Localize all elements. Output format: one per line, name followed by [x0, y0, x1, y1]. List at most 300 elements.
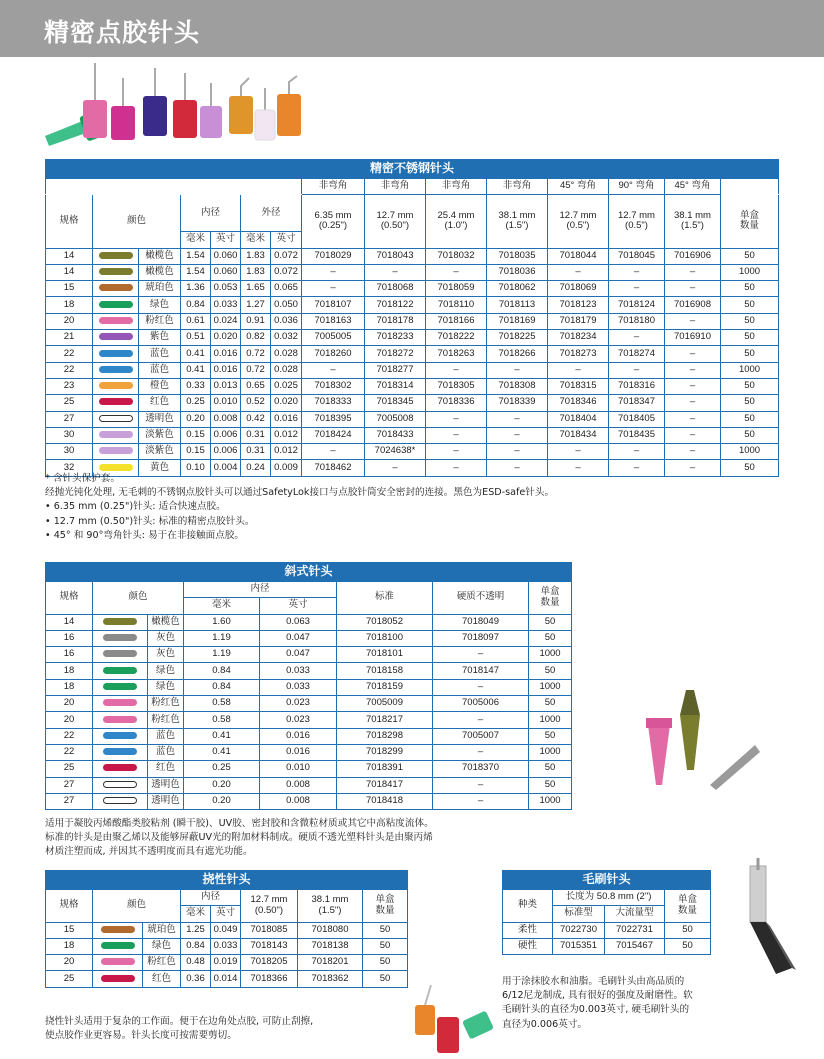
part-number-cell: 7018113	[487, 297, 548, 313]
gauge-cell: 18	[46, 297, 93, 313]
table-row	[46, 346, 779, 362]
table-row	[46, 411, 779, 427]
qty-cell: 50	[529, 614, 572, 630]
part-number-cell: –	[365, 264, 426, 280]
part-number-cell: 7018123	[548, 297, 609, 313]
color-swatch-cell	[93, 395, 139, 411]
id-inch-cell: 0.016	[260, 744, 337, 760]
qty-cell: 50	[721, 297, 779, 313]
od-mm-cell: 1.83	[241, 248, 271, 264]
qty-cell: 50	[529, 728, 572, 744]
part-number-cell: –	[609, 460, 665, 476]
part-number-cell: 7018366	[241, 971, 298, 987]
color-swatch	[101, 958, 135, 965]
pink-tapered-tip-icon	[646, 718, 672, 785]
part-number-cell: 7018097	[433, 630, 529, 646]
part-number-cell: 7018069	[548, 281, 609, 297]
part-number-cell: 7018333	[302, 395, 365, 411]
part-number-cell: 7018029	[302, 248, 365, 264]
color-name-cell: 蓝色	[148, 744, 184, 760]
length-mm: 12.7 mm	[250, 893, 288, 905]
part-number-cell: 7018166	[426, 313, 487, 329]
gauge-cell: 18	[46, 938, 93, 954]
color-name-cell: 绿色	[139, 297, 181, 313]
color-name-cell: 灰色	[148, 647, 184, 663]
part-number-cell: –	[426, 264, 487, 280]
qty-cell: 50	[665, 938, 711, 954]
color-name-cell: 蓝色	[148, 728, 184, 744]
part-number-cell: 7018305	[426, 378, 487, 394]
od-inch-cell: 0.072	[271, 264, 302, 280]
part-number-cell: 7018205	[241, 955, 298, 971]
part-number-cell: 7018273	[548, 346, 609, 362]
color-swatch-cell	[93, 427, 139, 443]
part-number-cell: –	[548, 264, 609, 280]
qty-cell: 50	[721, 313, 779, 329]
length-mm: 12.7 mm	[559, 209, 597, 221]
id-mm-cell: 1.19	[184, 630, 260, 646]
id-mm-cell: 0.84	[184, 663, 260, 679]
note-line: 材质注塑而成, 并因其不透明度而具有遮光功能。	[45, 846, 253, 858]
color-swatch-cell	[93, 264, 139, 280]
part-number-cell: 7018110	[426, 297, 487, 313]
part-number-cell: –	[665, 264, 721, 280]
note-line: 适用于凝胶丙烯酸酯类胶粘剂 (瞬干胶)、UV胶、密封胶和含微粒材质或其它中高粘度流体。	[45, 818, 434, 829]
od-inch-cell: 0.065	[271, 281, 302, 297]
part-number-cell: –	[609, 264, 665, 280]
part-number-cell: 7018179	[548, 313, 609, 329]
tapered-notes	[45, 817, 434, 860]
id-inch-cell: 0.020	[211, 330, 241, 346]
gauge-cell: 14	[46, 248, 93, 264]
table-row	[46, 679, 572, 695]
color-swatch	[103, 634, 137, 641]
id-mm-cell: 0.84	[181, 297, 211, 313]
gauge-cell: 20	[46, 313, 93, 329]
color-name-cell: 绿色	[148, 679, 184, 695]
part-number-cell: –	[433, 793, 529, 809]
part-number-cell: –	[302, 362, 365, 378]
color-name-cell: 绿色	[148, 663, 184, 679]
olive-tapered-tip-icon	[680, 690, 700, 770]
part-number-cell: 7018217	[337, 712, 433, 728]
part-number-cell: –	[609, 362, 665, 378]
id-inch-cell: 0.006	[211, 427, 241, 443]
amber-tip-icon	[229, 78, 253, 134]
color-swatch-cell	[93, 614, 148, 630]
color-name-cell: 粉红色	[148, 712, 184, 728]
od-inch-cell: 0.028	[271, 362, 302, 378]
color-swatch	[99, 317, 133, 324]
part-number-cell: 7018315	[548, 378, 609, 394]
color-header: 颜色	[93, 582, 184, 615]
table-row	[46, 922, 408, 938]
color-swatch-cell	[93, 663, 148, 679]
page-title: 精密点胶针头	[44, 18, 201, 47]
color-swatch-cell	[93, 971, 143, 987]
table-row	[46, 378, 779, 394]
color-name-cell: 蓝色	[139, 346, 181, 362]
red-flexible-tip-icon	[437, 1017, 459, 1053]
part-number-cell: 7018462	[302, 460, 365, 476]
note-line: 使点胶作业更容易。针头长度可按需要剪切。	[45, 1030, 237, 1042]
id-mm-cell: 1.60	[184, 614, 260, 630]
type-header: 种类	[503, 890, 553, 923]
color-swatch-cell	[93, 297, 139, 313]
gauge-cell: 25	[46, 971, 93, 987]
id-inch-cell: 0.016	[211, 346, 241, 362]
part-number-cell: 7018100	[337, 630, 433, 646]
od-mm-cell: 0.72	[241, 346, 271, 362]
od-inch-cell: 0.025	[271, 378, 302, 394]
part-number-cell: 7018085	[241, 922, 298, 938]
part-number-cell: –	[302, 264, 365, 280]
color-swatch-cell	[93, 679, 148, 695]
steel-tips-table	[45, 159, 778, 477]
od-inch-cell: 0.009	[271, 460, 302, 476]
part-number-cell: 7018263	[426, 346, 487, 362]
type-header: 90° 弯角	[609, 179, 665, 195]
id-mm-cell: 0.41	[181, 362, 211, 378]
id-inch-cell: 0.053	[211, 281, 241, 297]
part-number-cell: –	[426, 362, 487, 378]
note-line: • 12.7 mm (0.50")针头: 标准的精密点胶针头。	[45, 515, 255, 527]
id-mm-cell: 0.84	[181, 938, 211, 954]
gauge-cell: 18	[46, 679, 93, 695]
color-name-cell: 黄色	[139, 460, 181, 476]
inch-header: 英寸	[260, 598, 337, 614]
qty-cell: 50	[665, 922, 711, 938]
part-number-cell: 7018124	[609, 297, 665, 313]
steel-caption: 精密不锈钢针头	[46, 160, 779, 179]
length-in: (1.5")	[681, 220, 704, 232]
note-line: 用于涂抹胶水和油脂。毛刷针头由高品质的	[502, 976, 685, 987]
color-swatch-cell	[93, 411, 139, 427]
gauge-cell: 22	[46, 728, 93, 744]
id-mm-cell: 0.20	[184, 793, 260, 809]
gauge-cell: 27	[46, 777, 93, 793]
clear-tip-icon	[255, 88, 275, 140]
part-number-cell: 7018274	[609, 346, 665, 362]
color-swatch-cell	[93, 362, 139, 378]
type-header: 非弯角	[302, 179, 365, 195]
part-number-cell: 7018418	[337, 793, 433, 809]
part-number-cell: –	[365, 460, 426, 476]
id-header: 内径	[181, 195, 241, 232]
qty-cell: 50	[363, 971, 408, 987]
table-row	[46, 313, 779, 329]
part-number-cell: –	[433, 744, 529, 760]
note-line: 经抛光钝化处理, 无毛刺的不锈钢点胶针头可以通过SafetyLok接口与点胶针筒安全密封的连接。黑色为ESD-safe针头。	[45, 487, 555, 499]
od-inch-cell: 0.032	[271, 330, 302, 346]
id-inch-cell: 0.049	[211, 922, 241, 938]
note-line: 挠性针头适用于复杂的工作面。便于在边角处点胶, 可防止刮擦,	[45, 1016, 314, 1027]
id-inch-cell: 0.006	[211, 444, 241, 460]
qty-cell: 1000	[529, 647, 572, 663]
lavender-tip-icon	[200, 83, 222, 138]
qty-cell: 50	[721, 411, 779, 427]
color-header: 颜色	[93, 890, 181, 923]
gauge-header: 规格	[46, 890, 93, 923]
part-number-cell: –	[665, 411, 721, 427]
id-inch-cell: 0.023	[260, 696, 337, 712]
part-number-cell: 7018107	[302, 297, 365, 313]
qty-header-line: 单盒	[678, 893, 698, 905]
table-row	[46, 761, 572, 777]
color-swatch-cell	[93, 728, 148, 744]
part-number-cell: 7022730	[553, 922, 605, 938]
table-row	[46, 971, 408, 987]
qty-cell: 50	[721, 346, 779, 362]
qty-header	[665, 890, 711, 923]
color-name-cell: 淡紫色	[139, 427, 181, 443]
table-row	[46, 630, 572, 646]
table-row	[46, 647, 572, 663]
od-inch-cell: 0.028	[271, 346, 302, 362]
part-number-cell: 7018316	[609, 378, 665, 394]
part-number-cell: –	[665, 378, 721, 394]
qty-cell: 50	[529, 761, 572, 777]
id-inch-cell: 0.008	[211, 411, 241, 427]
qty-header-line: 单盒	[540, 585, 560, 597]
mm-header: 毫米	[181, 232, 211, 248]
color-swatch	[99, 350, 133, 357]
color-swatch	[103, 683, 137, 690]
part-number-cell: –	[665, 460, 721, 476]
color-name-cell: 粉红色	[143, 955, 181, 971]
part-number-cell: 7018178	[365, 313, 426, 329]
part-number-cell: 7018225	[487, 330, 548, 346]
part-number-cell: 7018035	[487, 248, 548, 264]
color-swatch	[99, 464, 133, 471]
flexible-notes	[45, 1015, 313, 1043]
part-number-cell: 7018169	[487, 313, 548, 329]
qty-header	[529, 582, 572, 615]
od-inch-cell: 0.012	[271, 427, 302, 443]
qty-cell: 50	[529, 630, 572, 646]
od-mm-cell: 0.91	[241, 313, 271, 329]
table-row	[46, 444, 779, 460]
part-number-cell: 7018059	[426, 281, 487, 297]
length-in: (0.5")	[625, 220, 648, 232]
part-number-cell: 7018101	[337, 647, 433, 663]
color-name-cell: 橄榄色	[139, 264, 181, 280]
qty-header-line: 数量	[678, 904, 698, 916]
color-name-cell: 透明色	[139, 411, 181, 427]
part-number-cell: –	[609, 281, 665, 297]
id-mm-cell: 1.54	[181, 248, 211, 264]
part-number-cell: 7018043	[365, 248, 426, 264]
mm-header: 毫米	[181, 906, 211, 922]
part-number-cell: 7005005	[302, 330, 365, 346]
color-name-cell: 红色	[139, 395, 181, 411]
od-mm-cell: 0.24	[241, 460, 271, 476]
qty-cell: 1000	[721, 444, 779, 460]
qty-cell: 50	[721, 248, 779, 264]
color-swatch	[101, 926, 135, 933]
color-name-cell: 紫色	[139, 330, 181, 346]
color-swatch	[99, 431, 133, 438]
type-header: 非弯角	[365, 179, 426, 195]
part-number-cell: 7018138	[298, 938, 363, 954]
id-inch-cell: 0.014	[211, 971, 241, 987]
od-inch-cell: 0.036	[271, 313, 302, 329]
standard-header: 标准	[337, 582, 433, 615]
id-mm-cell: 0.41	[184, 744, 260, 760]
flexible-caption: 挠性针头	[46, 871, 408, 890]
part-number-cell: 7024638*	[365, 444, 426, 460]
part-number-cell: 7005009	[337, 696, 433, 712]
part-number-cell: 7018308	[487, 378, 548, 394]
color-name-cell: 绿色	[143, 938, 181, 954]
color-name-cell: 粉红色	[139, 313, 181, 329]
table-row	[46, 938, 408, 954]
gauge-header: 规格	[46, 582, 93, 615]
gauge-cell: 18	[46, 663, 93, 679]
color-swatch	[103, 650, 137, 657]
id-mm-cell: 0.58	[184, 712, 260, 728]
mm-header: 毫米	[184, 598, 260, 614]
color-swatch	[103, 781, 137, 788]
part-number-cell: 7018302	[302, 378, 365, 394]
part-number-cell: 7018336	[426, 395, 487, 411]
part-number-cell: 7018180	[609, 313, 665, 329]
gauge-cell: 22	[46, 744, 93, 760]
color-swatch	[103, 618, 137, 625]
length-header	[298, 890, 363, 923]
gauge-cell: 21	[46, 330, 93, 346]
tapered-tips-photo	[640, 690, 780, 800]
color-swatch-cell	[93, 378, 139, 394]
color-swatch-cell	[93, 647, 148, 663]
part-number-cell: –	[302, 444, 365, 460]
table-row	[46, 793, 572, 809]
length-mm: 12.7 mm	[618, 209, 655, 221]
od-mm-cell: 0.31	[241, 427, 271, 443]
gauge-cell: 22	[46, 362, 93, 378]
table-row	[46, 330, 779, 346]
color-name-cell: 红色	[143, 971, 181, 987]
length-header	[487, 195, 548, 248]
part-number-cell: 7018272	[365, 346, 426, 362]
gauge-cell: 15	[46, 281, 93, 297]
color-name-cell: 橄榄色	[139, 248, 181, 264]
part-number-cell: 7018298	[337, 728, 433, 744]
part-number-cell: –	[426, 444, 487, 460]
qty-header	[721, 195, 779, 248]
od-inch-cell: 0.020	[271, 395, 302, 411]
gauge-cell: 14	[46, 614, 93, 630]
id-mm-cell: 0.33	[181, 378, 211, 394]
color-swatch	[99, 366, 133, 373]
type-header: 45° 弯角	[548, 179, 609, 195]
part-number-cell: 7018391	[337, 761, 433, 777]
id-inch-cell: 0.019	[211, 955, 241, 971]
od-mm-cell: 0.52	[241, 395, 271, 411]
table-row	[46, 696, 572, 712]
id-inch-cell: 0.033	[260, 679, 337, 695]
color-swatch	[103, 699, 137, 706]
color-swatch	[99, 333, 133, 340]
part-number-cell: 7018036	[487, 264, 548, 280]
qty-cell: 1000	[721, 362, 779, 378]
part-number-cell: –	[548, 444, 609, 460]
part-number-cell: –	[665, 362, 721, 378]
qty-cell: 50	[721, 330, 779, 346]
table-row	[46, 614, 572, 630]
qty-header-line: 数量	[740, 220, 760, 232]
part-number-cell: 7018370	[433, 761, 529, 777]
part-number-cell: 7022731	[605, 922, 665, 938]
id-inch-cell: 0.033	[260, 663, 337, 679]
id-inch-cell: 0.024	[211, 313, 241, 329]
id-header: 内径	[181, 890, 241, 906]
magenta-tip-icon	[111, 78, 135, 140]
part-number-cell: 7016910	[665, 330, 721, 346]
note-line: • 45° 和 90°弯角针头: 易于在非接触面点胶。	[45, 529, 245, 541]
color-swatch-cell	[93, 248, 139, 264]
id-inch-cell: 0.016	[211, 362, 241, 378]
length-header	[365, 195, 426, 248]
length-header	[426, 195, 487, 248]
length-header	[302, 195, 365, 248]
gauge-cell: 16	[46, 647, 93, 663]
length-in: (0.25")	[318, 220, 348, 232]
id-inch-cell: 0.033	[211, 938, 241, 954]
gauge-header: 规格	[46, 195, 93, 248]
color-swatch-cell	[93, 922, 143, 938]
part-number-cell: 7018062	[487, 281, 548, 297]
id-inch-cell: 0.047	[260, 630, 337, 646]
part-number-cell: 7016906	[665, 248, 721, 264]
id-inch-cell: 0.010	[211, 395, 241, 411]
flexible-tips-photo	[405, 985, 515, 1059]
color-swatch-cell	[93, 444, 139, 460]
id-inch-cell: 0.060	[211, 264, 241, 280]
table-row	[46, 744, 572, 760]
qty-header-line: 数量	[375, 904, 395, 916]
high-flow-header: 大流量型	[605, 906, 665, 922]
inch-header: 英寸	[211, 232, 241, 248]
opaque-header: 硬质不透明	[433, 582, 529, 615]
color-swatch	[99, 268, 133, 275]
qty-cell: 50	[721, 395, 779, 411]
part-number-cell: –	[433, 777, 529, 793]
part-number-cell: 7018346	[548, 395, 609, 411]
length-header	[609, 195, 665, 248]
brush-tip-icon	[750, 858, 796, 974]
color-swatch	[99, 252, 133, 259]
tapered-tips-table	[45, 562, 571, 810]
part-number-cell: –	[302, 281, 365, 297]
part-number-cell: –	[609, 444, 665, 460]
part-number-cell: 7005008	[365, 411, 426, 427]
color-swatch	[99, 301, 133, 308]
id-mm-cell: 1.25	[181, 922, 211, 938]
part-number-cell: 7018434	[548, 427, 609, 443]
part-number-cell: –	[433, 712, 529, 728]
color-name-cell: 红色	[148, 761, 184, 777]
part-number-cell: 7018433	[365, 427, 426, 443]
part-number-cell: 7005007	[433, 728, 529, 744]
part-number-cell: 7018405	[609, 411, 665, 427]
length-mm: 38.1 mm	[311, 893, 349, 905]
id-mm-cell: 0.41	[184, 728, 260, 744]
part-number-cell: –	[665, 313, 721, 329]
id-inch-cell: 0.004	[211, 460, 241, 476]
id-mm-cell: 0.84	[184, 679, 260, 695]
id-mm-cell: 0.36	[181, 971, 211, 987]
